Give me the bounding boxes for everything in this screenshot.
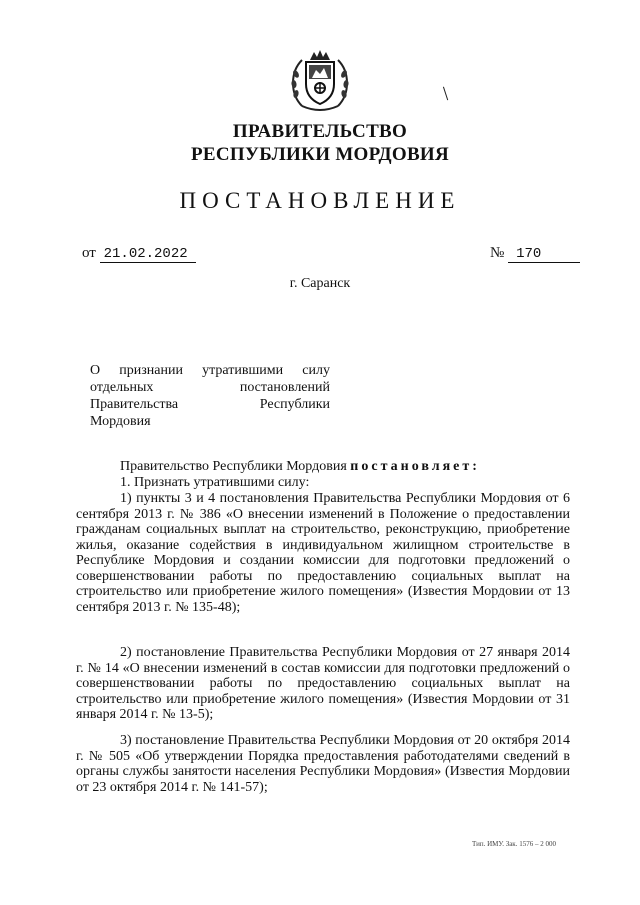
subject-line: О признании утратившими силу xyxy=(90,363,330,378)
subject-line: Мордовия xyxy=(90,414,151,429)
government-title-line2: РЕСПУБЛИКИ МОРДОВИЯ xyxy=(190,144,450,165)
subject-line: Правительства Республики xyxy=(90,397,330,412)
date-line xyxy=(82,245,196,263)
body-intro xyxy=(76,459,570,490)
item1-heading: 1. Признать утратившими силу: xyxy=(120,474,310,490)
sub-item-3: 3) постановление Правительства Республики Мордовия от 20 октября 2014 г. № 505 «Об утверждении Порядка предоставления работодателями сведений в органы службы занятости населения Республики Мордовия» (Известия Мордовии от 23 октября 2014 г. № 141-57); xyxy=(76,733,570,795)
intro-lead: Правительство Республики Мордовия xyxy=(120,459,347,474)
list-item xyxy=(76,645,570,723)
number-line xyxy=(490,245,580,263)
print-imprint: Тип. ИМУ. Зак. 1576 – 2 000 xyxy=(472,840,556,848)
document-number: 170 xyxy=(508,247,580,263)
list-item xyxy=(76,733,570,795)
date-prefix: от xyxy=(82,245,96,261)
document-type: ПОСТАНОВЛЕНИЕ xyxy=(179,188,461,213)
intro-keyword: постановляет: xyxy=(350,459,480,474)
sub-item-1: 1) пункты 3 и 4 постановления Правительства Республики Мордовия от 6 сентября 2013 г. № 386 «О внесении изменений в Положение о предоставлении гражданам социальных выплат на строительство, реконструкцию, приобретение жилья, оказание содействия в индивидуальном жилищном строительстве в Республике Мордовия и создании комиссии для подготовки предложений о совершенствовании работы по предоставлению социальных выплат на строительство или приобретение жилого помещения» (Известия Мордовии от 13 сентября 2013 г. № 135-48); xyxy=(76,491,570,615)
sub-item-2: 2) постановление Правительства Республики Мордовия от 27 января 2014 г. № 14 «О внесении изменений в состав комиссии для подготовки предложений о совершенствовании работы по предоставлению социальных выплат на строительство или приобретение жилого помещения» (Известия Мордовии от 31 января 2014 г. № 13-5); xyxy=(76,645,570,722)
list-item xyxy=(76,491,570,615)
intro-line xyxy=(76,459,570,475)
document-subject xyxy=(90,362,330,430)
government-title-line1: ПРАВИТЕЛЬСТВО xyxy=(232,121,408,142)
city: г. Саранск xyxy=(289,276,351,291)
coat-of-arms-emblem xyxy=(288,48,352,114)
subject-line: отдельных постановлений xyxy=(90,380,330,395)
number-prefix: № xyxy=(490,245,505,261)
document-date: 21.02.2022 xyxy=(100,247,196,263)
pen-mark xyxy=(443,86,451,101)
